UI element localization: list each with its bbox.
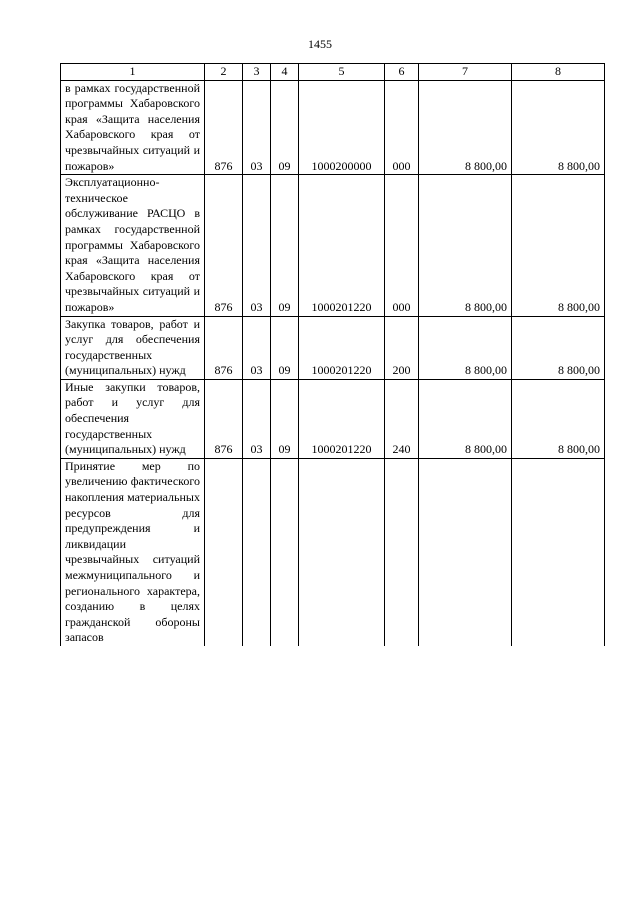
row-expense-type: 000 bbox=[385, 80, 419, 175]
row-target-article: 1000201220 bbox=[299, 379, 385, 458]
row-name: Закупка товаров, работ и услуг для обеспечения государственных (муниципальных) нужд bbox=[61, 316, 205, 379]
budget-table bbox=[60, 63, 605, 646]
row-target-article: 1000201220 bbox=[299, 316, 385, 379]
row-amount-1: 8 800,00 bbox=[419, 80, 512, 175]
column-header: 8 bbox=[512, 64, 605, 81]
row-amount-1: 8 800,00 bbox=[419, 379, 512, 458]
row-amount-1: 8 800,00 bbox=[419, 316, 512, 379]
row-subsection bbox=[271, 458, 299, 646]
column-header: 7 bbox=[419, 64, 512, 81]
row-subsection: 09 bbox=[271, 175, 299, 316]
row-code-gr: 876 bbox=[205, 379, 243, 458]
row-name: Иные закупки товаров, работ и услуг для обеспечения государственных (муниципальных) нужд bbox=[61, 379, 205, 458]
row-target-article: 1000200000 bbox=[299, 80, 385, 175]
row-section: 03 bbox=[243, 175, 271, 316]
row-expense-type: 200 bbox=[385, 316, 419, 379]
row-amount-1 bbox=[419, 458, 512, 646]
row-section: 03 bbox=[243, 80, 271, 175]
column-header: 1 bbox=[61, 64, 205, 81]
row-code-gr: 876 bbox=[205, 80, 243, 175]
header-row bbox=[61, 64, 605, 81]
row-code-gr: 876 bbox=[205, 175, 243, 316]
row-amount-2: 8 800,00 bbox=[512, 316, 605, 379]
row-name: в рамках государственной программы Хабаровского края «Защита населения Хабаровского края от чрезвычайных ситуаций и пожаров» bbox=[61, 80, 205, 175]
column-header: 6 bbox=[385, 64, 419, 81]
row-section: 03 bbox=[243, 316, 271, 379]
row-amount-2: 8 800,00 bbox=[512, 379, 605, 458]
row-subsection: 09 bbox=[271, 80, 299, 175]
table-row bbox=[61, 80, 605, 175]
row-expense-type: 240 bbox=[385, 379, 419, 458]
table-row bbox=[61, 316, 605, 379]
page-number: 1455 bbox=[308, 37, 332, 51]
column-header: 2 bbox=[205, 64, 243, 81]
row-target-article bbox=[299, 458, 385, 646]
row-subsection: 09 bbox=[271, 379, 299, 458]
column-header: 3 bbox=[243, 64, 271, 81]
row-amount-1: 8 800,00 bbox=[419, 175, 512, 316]
row-section bbox=[243, 458, 271, 646]
row-expense-type bbox=[385, 458, 419, 646]
table-row bbox=[61, 175, 605, 316]
row-target-article: 1000201220 bbox=[299, 175, 385, 316]
row-section: 03 bbox=[243, 379, 271, 458]
column-header: 5 bbox=[299, 64, 385, 81]
row-amount-2: 8 800,00 bbox=[512, 175, 605, 316]
row-expense-type: 000 bbox=[385, 175, 419, 316]
row-amount-2 bbox=[512, 458, 605, 646]
row-code-gr: 876 bbox=[205, 316, 243, 379]
row-name: Принятие мер по увеличению фактического накопления материальных ресурсов для предупреждения и ликвидации чрезвычайных ситуаций межмуниципального и регионального характера, созданию в целях гражданской обороны запасов bbox=[61, 458, 205, 646]
row-amount-2: 8 800,00 bbox=[512, 80, 605, 175]
table-row bbox=[61, 379, 605, 458]
table-row bbox=[61, 458, 605, 646]
row-name: Эксплуатационно-техническое обслуживание РАСЦО в рамках государственной программы Хабаровского края «Защита населения Хабаровского края от чрезвычайных ситуаций и пожаров» bbox=[61, 175, 205, 316]
row-subsection: 09 bbox=[271, 316, 299, 379]
column-header: 4 bbox=[271, 64, 299, 81]
row-code-gr bbox=[205, 458, 243, 646]
